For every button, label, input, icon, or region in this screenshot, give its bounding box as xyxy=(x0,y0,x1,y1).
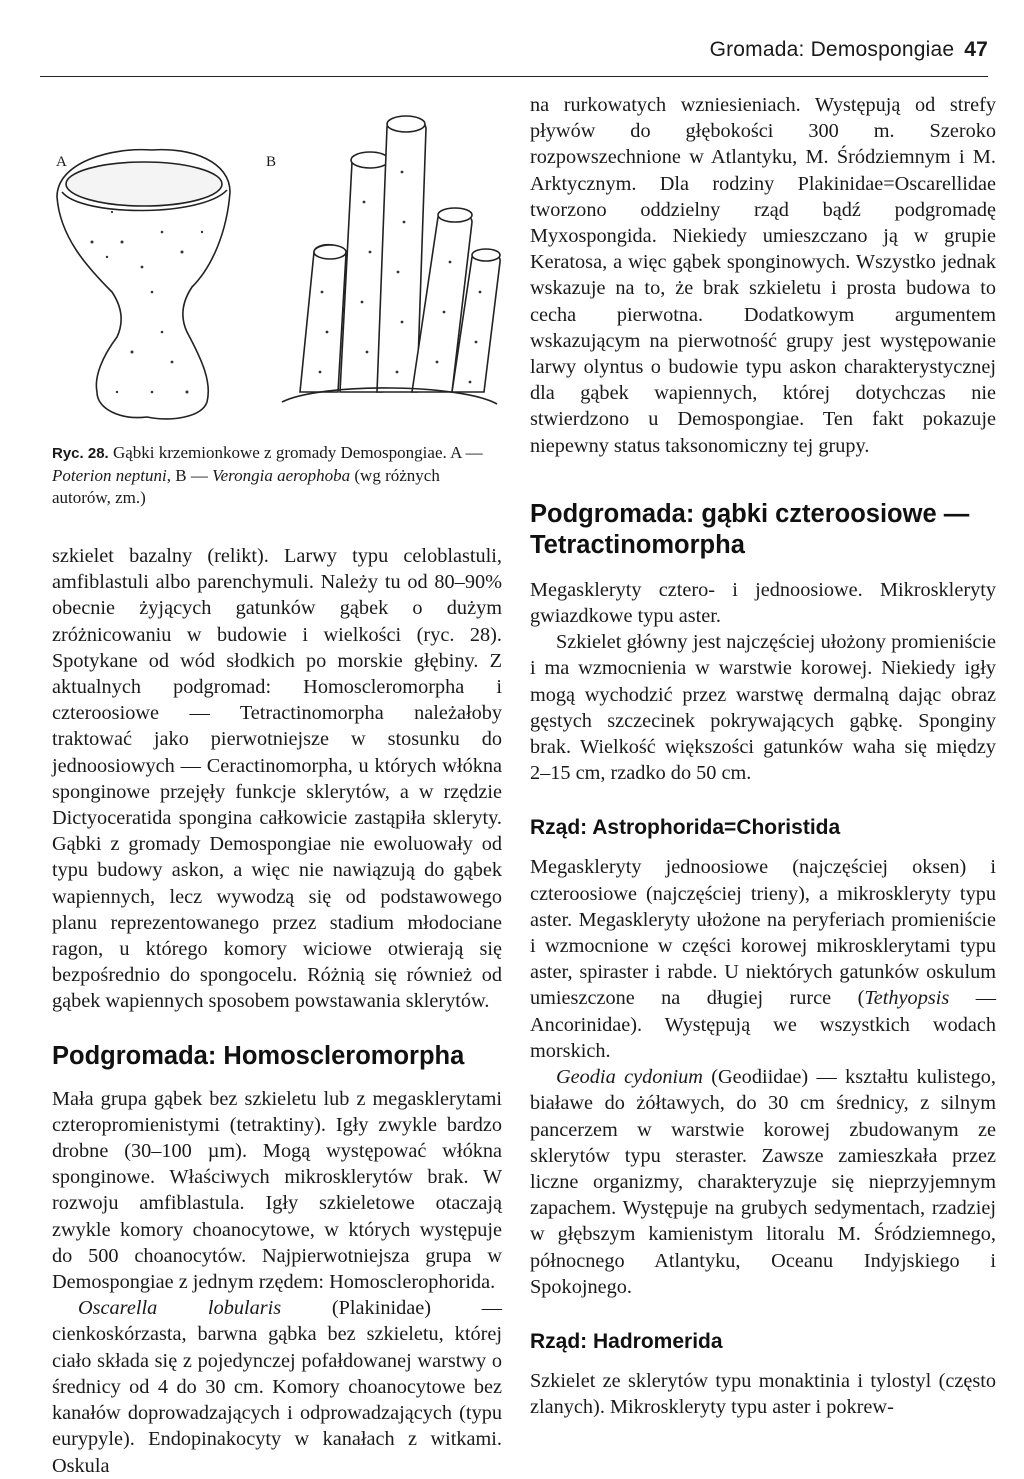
caption-text: Gąbki krzemionkowe z gromady Demospongiae. xyxy=(112,443,447,462)
header-title: Gromada: Demospongiae xyxy=(709,38,955,61)
sponge-b-drawing xyxy=(282,116,500,404)
left-paragraph-3-text: (Plakinidae) — cienkoskórzasta, barwna gąbka bez szkieletu, której ciało składa się z pojedynczej pofałdowanej warstwy o średnicy od 4 do 30 cm. Komory choanocytowe bez kanałów doprowadzających i odprowadzających (typu eurypyle). Endopinakocyty w kanałach z witkami. Oskula xyxy=(52,1297,502,1477)
figure-28 xyxy=(52,92,502,432)
sponge-a-drawing xyxy=(57,150,230,419)
caption-species-a: Poterion neptuni xyxy=(52,466,167,485)
right-paragraph-4 xyxy=(530,854,996,1064)
heading-tetractinomorpha: Podgromada: gąbki czteroosiowe — Tetractinomorpha xyxy=(530,499,970,559)
heading-astrophorida: Rząd: Astrophorida=Choristida xyxy=(530,816,841,840)
caption-number: Ryc. 28. xyxy=(52,445,109,462)
right-paragraph-6: Szkielet ze sklerytów typu monaktinia i tylostyl (często zlanych). Mikroskleryty typu aster i pokrew- xyxy=(530,1369,996,1419)
caption-suffix: (wg różnych autorów, zm.) xyxy=(52,466,440,507)
species-geodia: Geodia cydonium xyxy=(556,1066,703,1089)
right-paragraph-5 xyxy=(530,1064,996,1300)
species-tethyopsis: Tethyopsis xyxy=(864,987,950,1010)
species-oscarella: Oscarella lobularis xyxy=(78,1297,282,1320)
caption-b-prefix: , B — xyxy=(166,466,208,485)
left-paragraph-1: szkielet bazalny (relikt). Larwy typu celoblastuli, amfiblastuli albo parenchymuli. Należy tu od 80–90% obecnie żyjących gatunków gąbek o dużym zróżnicowaniu w budowie i wielkości (ryc. 28). Spotykane od wód słodkich po morskie głębiny. Z aktualnych podgromad: Homoscleromorpha i czteroosiowe — Tetractinomorpha należałoby traktować jako pierwotniejsze w stosunku do jednoosiowych — Ceractinomorpha, u których włókna sponginowe przejęły funkcje sklerytów, a w rzędzie Dictyoceratida spongina całkowicie zastąpiła skleryty. Gąbki z gromady Demospongiae nie ewoluowały od typu budowy askon, a więc nie nawiązują do gąbek wapiennych, lecz wywodzą się od podstawowego planu reprezentowanego przez stadium młodociane ragon, u którego komory wiciowe otwierają się bezpośrednio do spongocelu. Różnią się również od gąbek wapiennych sposobem powstawania sklerytów. xyxy=(52,545,502,1013)
figure-caption xyxy=(52,442,502,509)
right-paragraph-5-text: (Geodiidae) — kształtu kulistego, białawe do żółtawych, do 30 cm średnicy, z silnym pancerzem w warstwie korowej zbudowanym ze sklerytów typu steraster. Zawsze zamieszkała przez liczne organizmy, charakteryzuje się nieprzyjemnym zapachem. Występuje na grubych sedymentach, rzadziej w głębszym kamienistym litoralu M. Śródziemnego, północnego Atlantyku, Oceanu Indyjskiego i Spokojnego. xyxy=(530,1066,997,1298)
running-header xyxy=(710,38,988,62)
right-column xyxy=(530,92,996,1420)
heading-hadromerida: Rząd: Hadromerida xyxy=(530,1329,723,1353)
right-paragraph-3: Szkielet główny jest najczęściej ułożony promieniście i ma wzmocnienia w warstwie korowej. Niekiedy igły mogą wychodzić przez warstwę dermalną dając obraz gęstych szczecinek pokrywających gąbkę. Sponginy brak. Wielkość większości gatunków waha się między 2–15 cm, rzadko do 50 cm. xyxy=(530,631,996,785)
right-paragraph-4-b: — Ancorinidae). Występują we wszystkich wodach morskich. xyxy=(530,987,996,1062)
left-column xyxy=(52,92,502,1479)
header-rule xyxy=(40,76,988,77)
page-number: 47 xyxy=(964,38,988,61)
sponge-illustration xyxy=(52,92,502,432)
caption-a-prefix: A — xyxy=(450,443,483,462)
heading-homoscleromorpha: Podgromada: Homoscleromorpha xyxy=(52,1041,465,1070)
right-paragraph-2: Megaskleryty cztero- i jednoosiowe. Mikroskleryty gwiazdkowe typu aster. xyxy=(530,578,996,628)
figure-label-a: A xyxy=(56,154,67,170)
caption-species-b: Verongia aerophoba xyxy=(212,466,351,485)
left-paragraph-3 xyxy=(52,1295,502,1478)
left-paragraph-2: Mała grupa gąbek bez szkieletu lub z megasklerytami czteropromienistymi (tetraktiny). Igły zwykle bardzo drobne (30–100 µm). Mogą występować włókna sponginowe. Właściwych mikrosklerytów brak. W rozwoju amfiblastula. Igły szkieletowe otaczają zwykle komory choanocytowe, w których występuje do 500 choanocytów. Najpierwotniejsza grupa w Demospongiae z jednym rzędem: Homosclerophorida. xyxy=(52,1087,502,1294)
right-paragraph-1: na rurkowatych wzniesieniach. Występują od strefy pływów do głębokości 300 m. Szeroko rozpowszechnione w Atlantyku, M. Śródziemnym i M. Arktycznym. Dla rodziny Plakinidae=Oscarellidae tworzono oddzielny rząd bądź podgromadę Myxospongida. Niekiedy umieszczano ją w grupie Keratosa, a więc gąbek sponginowych. Wszystko jednak wskazuje na to, że brak szkieletu i prosta budowa to cecha pierwotna. Dodatkowym argumentem wskazującym na pierwotność grupy jest występowanie larwy olyntus o budowie typu askon charakterystycznej dla gąbek wapiennych, której dotychczas nie stwierdzono u Demospongiae. Ten fakt pokazuje niepewny status taksonomiczny tej grupy. xyxy=(530,94,996,457)
right-paragraph-4-a: Megaskleryty jednoosiowe (najczęściej oksen) i czteroosiowe (najczęściej trieny), a mikroskleryty typu aster. Megaskleryty ułożone na peryferiach promieniście i wzmocnione w części korowej mikrosklerytami typu aster, spiraster i rabde. U niektórych gatunków oskulum umieszczone na długiej rurce ( xyxy=(530,856,996,1010)
figure-label-b: B xyxy=(266,154,277,170)
